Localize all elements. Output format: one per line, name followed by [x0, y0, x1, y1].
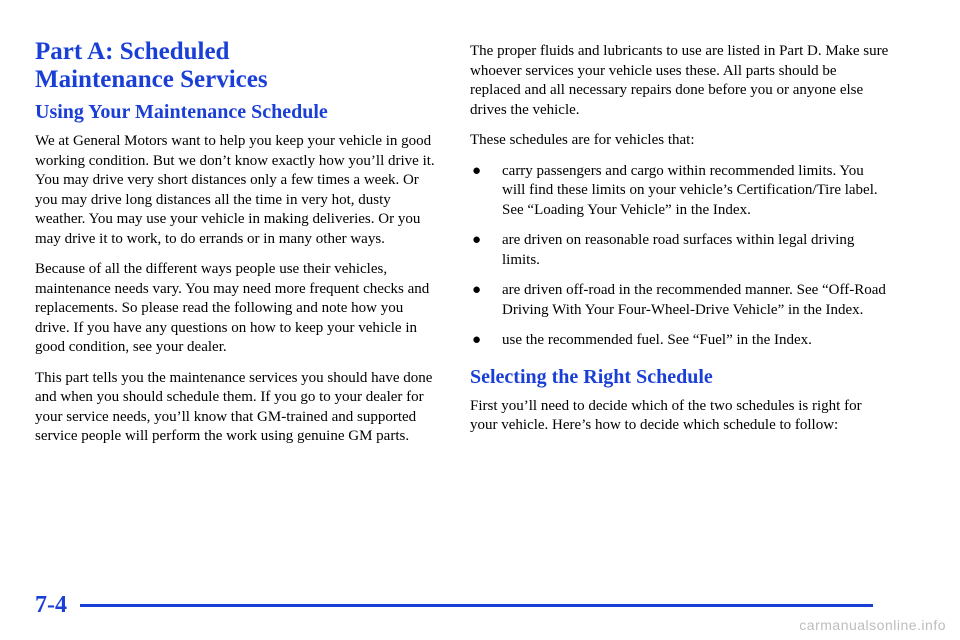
page-title-line1: Part A: Scheduled: [35, 38, 230, 65]
section-heading-maintenance-schedule: Using Your Maintenance Schedule: [35, 101, 328, 123]
left-column: [35, 38, 435, 458]
page-title-line2: Maintenance Services: [35, 66, 268, 93]
bullet-icon: ●: [472, 282, 482, 298]
section-heading-right-schedule: Selecting the Right Schedule: [470, 365, 713, 388]
page-title: [35, 38, 435, 94]
list-item-text: are driven on reasonable road surfaces within legal driving limits.: [502, 232, 855, 268]
list-item: [470, 231, 890, 270]
paragraph-list-intro: These schedules are for vehicles that:: [470, 132, 695, 148]
watermark-text: carmanualsonline.info: [799, 617, 946, 633]
page-number: 7-4: [35, 592, 67, 618]
paragraph-maintenance-needs: Because of all the different ways people use their vehicles, maintenance needs vary. You may need more frequent checks and replacements. So please read the following and note how you drive. If you have any questions on how to keep your vehicle in good condition, see your dealer.: [35, 261, 430, 355]
bullet-icon: ●: [472, 162, 482, 179]
bullet-icon: ●: [472, 232, 482, 248]
vehicle-conditions-list: [470, 162, 890, 351]
paragraph-intro: We at General Motors want to help you keep your vehicle in good working condition. But we don’t know exactly how you’ll drive it. You may drive very short distances only a few times a week. Or you may drive long distances all the time in very hot, dusty weather. You may use your vehicle in making deliveries. Or you may drive it to work, to do errands or in many other ways.: [35, 133, 435, 247]
paragraph-fluids: The proper fluids and lubricants to use are listed in Part D. Make sure whoever services your vehicle uses these. All parts should be replaced and all necessary repairs done before you or anyone else drives the vehicle.: [470, 43, 889, 118]
paragraph-closing: First you’ll need to decide which of the two schedules is right for your vehicle. Here’s how to decide which schedule to follow:: [470, 397, 862, 433]
list-item: [470, 331, 890, 351]
list-item-text: carry passengers and cargo within recommended limits. You will find these limits on your vehicle’s Certification/Tire label. See “Loading Your Vehicle” in the Index.: [502, 162, 878, 218]
footer-divider: [80, 604, 873, 607]
bullet-icon: ●: [472, 332, 482, 348]
list-item-text: use the recommended fuel. See “Fuel” in the Index.: [502, 332, 812, 348]
list-item: [470, 162, 890, 221]
right-column: [470, 42, 890, 447]
paragraph-services: This part tells you the maintenance services you should have done and when you should schedule them. If you go to your dealer for your service needs, you’ll know that GM-trained and supported service people will perform the work using genuine GM parts.: [35, 369, 433, 444]
list-item-text: are driven off-road in the recommended manner. See “Off-Road Driving With Your Four-Wheel-Drive Vehicle” in the Index.: [502, 282, 886, 318]
list-item: [470, 281, 890, 320]
